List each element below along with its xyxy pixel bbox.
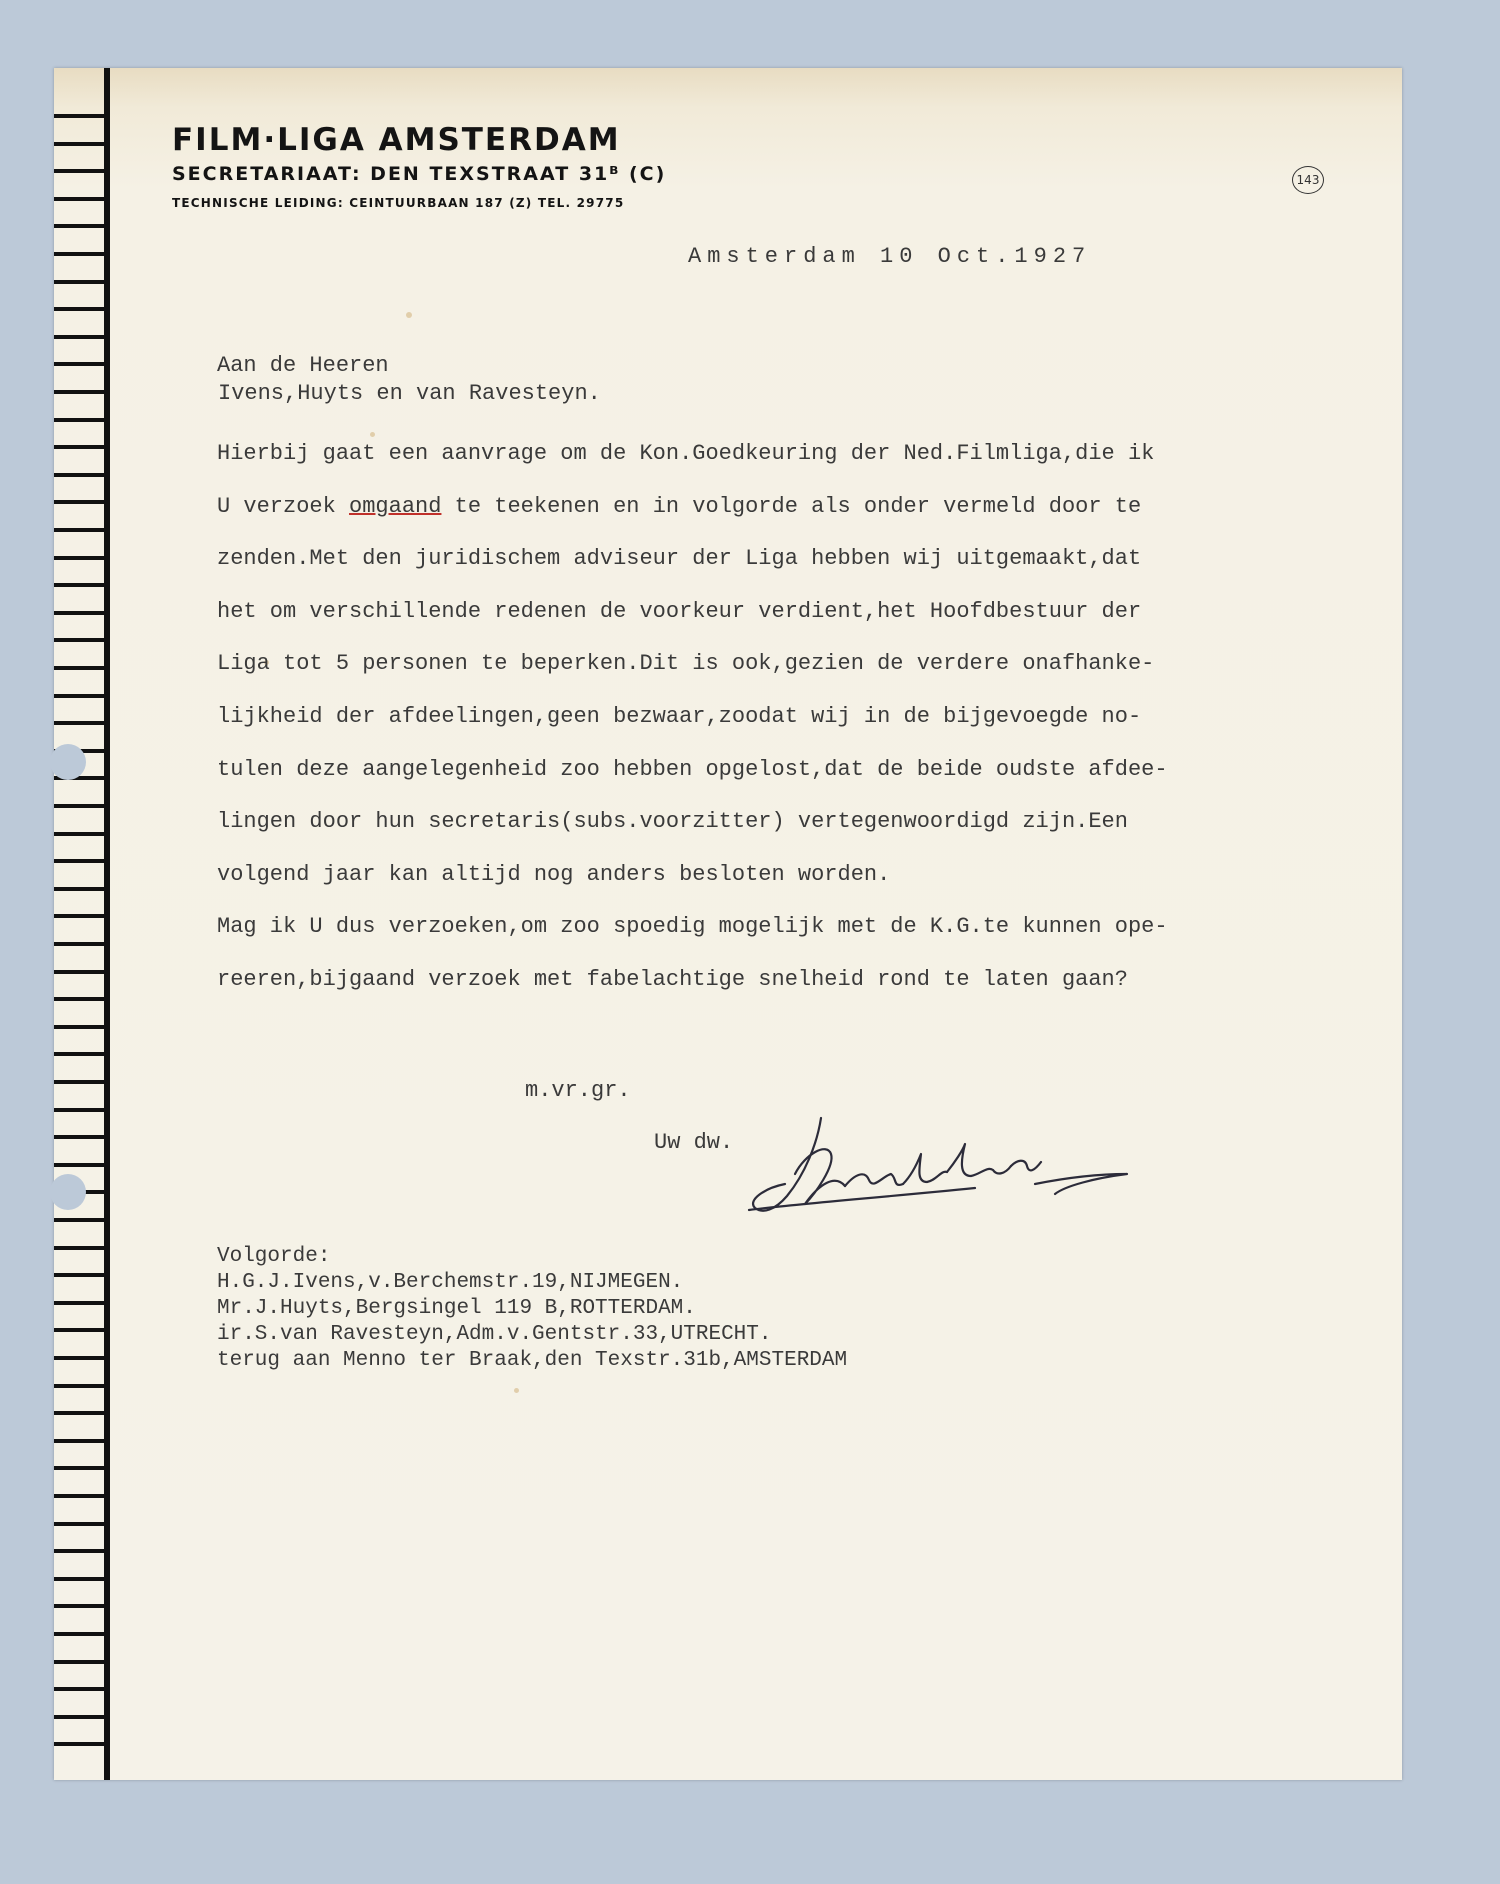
- address-block: [217, 352, 601, 408]
- letterhead-title: FILM·LIGA AMSTERDAM: [172, 122, 621, 158]
- spine-tick: [54, 1660, 106, 1664]
- spine-tick: [54, 556, 106, 560]
- spine-tick: [54, 1384, 106, 1388]
- order-item: H.G.J.Ivens,v.Berchemstr.19,NIJMEGEN.: [217, 1271, 684, 1294]
- salutation: Aan de Heeren: [217, 353, 389, 378]
- complimentary-close: Uw dw.: [654, 1130, 734, 1155]
- spine-tick: [54, 445, 106, 449]
- spine-tick: [54, 1301, 106, 1305]
- spine-tick: [54, 914, 106, 918]
- spine-tick: [54, 1687, 106, 1691]
- spine-tick: [54, 721, 106, 725]
- spine-tick: [54, 197, 106, 201]
- body-text-fragment: U verzoek: [217, 493, 350, 519]
- spine-tick: [54, 307, 106, 311]
- spine-tick: [54, 666, 106, 670]
- spine-tick: [54, 1742, 106, 1746]
- spine-tick: [54, 1025, 106, 1029]
- body-line: Mag ik U dus verzoeken,om zoo spoedig mogelijk met de K.G.te kunnen ope-: [217, 914, 1168, 940]
- order-heading: Volgorde:: [217, 1245, 331, 1268]
- spine-tick: [54, 1356, 106, 1360]
- body-line: Hierbij gaat een aanvrage om de Kon.Goedkeuring der Ned.Filmliga,die ik: [217, 441, 1155, 466]
- spine-tick: [54, 942, 106, 946]
- handwritten-signature: [735, 1114, 1175, 1224]
- spine-tick: [54, 1604, 106, 1608]
- spine-tick: [54, 1577, 106, 1581]
- underlined-word: omgaand: [349, 493, 442, 519]
- order-item: ir.S.van Ravesteyn,Adm.v.Gentstr.33,UTRECHT.: [217, 1323, 772, 1346]
- body-line: reeren,bijgaand verzoek met fabelachtige snelheid rond te laten gaan?: [217, 966, 1128, 992]
- order-item: terug aan Menno ter Braak,den Texstr.31b,AMSTERDAM: [217, 1349, 848, 1372]
- spine-tick: [54, 997, 106, 1001]
- spine-tick: [54, 1632, 106, 1636]
- body-line: [217, 481, 1168, 534]
- body-line: lingen door hun secretaris(subs.voorzitter) vertegenwoordigd zijn.Een: [217, 809, 1128, 835]
- spine-tick: [54, 832, 106, 836]
- letterhead-technical: TECHNISCHE LEIDING: CEINTUURBAAN 187 (Z) TEL. 29775: [172, 196, 625, 210]
- spine-tick: [54, 1273, 106, 1277]
- letterhead-secretariat: SECRETARIAAT: DEN TEXSTRAAT 31ᴮ (C): [172, 163, 667, 185]
- spine-tick: [54, 694, 106, 698]
- spine-tick: [54, 1328, 106, 1332]
- routing-order: [217, 1244, 847, 1374]
- spine-tick: [54, 169, 106, 173]
- spine-tick: [54, 638, 106, 642]
- spine-tick: [54, 362, 106, 366]
- spine-tick: [54, 1135, 106, 1139]
- body-line: lijkheid der afdeelingen,geen bezwaar,zoodat wij in de bijgevoegde no-: [217, 703, 1142, 729]
- spine-tick: [54, 473, 106, 477]
- date-line: Amsterdam 10 Oct.1927: [688, 244, 1092, 269]
- spine-tick: [54, 887, 106, 891]
- punch-hole: [50, 744, 86, 780]
- spine-tick: [54, 1218, 106, 1222]
- spine-tick: [54, 1163, 106, 1167]
- spine-tick: [54, 528, 106, 532]
- spine-tick: [54, 142, 106, 146]
- spine-tick: [54, 804, 106, 808]
- spine-tick: [54, 1108, 106, 1112]
- spine-tick: [54, 280, 106, 284]
- body-line: zenden.Met den juridischem adviseur der Liga hebben wij uitgemaakt,dat: [217, 546, 1142, 572]
- spine-tick: [54, 500, 106, 504]
- spine-tick: [54, 1246, 106, 1250]
- spine-tick: [54, 611, 106, 615]
- body-line: volgend jaar kan altijd nog anders besloten worden.: [217, 861, 891, 887]
- body-line: het om verschillende redenen de voorkeur verdient,het Hoofdbestuur der: [217, 598, 1142, 624]
- spine-tick: [54, 583, 106, 587]
- spine-tick: [54, 1715, 106, 1719]
- closing: m.vr.gr.: [525, 1078, 631, 1103]
- foxing-spot: [406, 312, 412, 318]
- spine-tick: [54, 859, 106, 863]
- foxing-spot: [514, 1388, 519, 1393]
- spine-tick: [54, 1522, 106, 1526]
- spine-tick: [54, 1080, 106, 1084]
- archive-number: 143: [1292, 166, 1324, 194]
- spine-tick: [54, 114, 106, 118]
- body-text-fragment: te teekenen en in volgorde als onder vermeld door te: [441, 493, 1142, 519]
- order-item: Mr.J.Huyts,Bergsingel 119 B,ROTTERDAM.: [217, 1297, 696, 1320]
- spine-tick: [54, 1466, 106, 1470]
- spine-tick: [54, 970, 106, 974]
- spine-tick: [54, 224, 106, 228]
- spine-tick: [54, 335, 106, 339]
- punch-hole: [50, 1174, 86, 1210]
- spine-tick: [54, 1494, 106, 1498]
- recipients: Ivens,Huyts en van Ravesteyn.: [218, 381, 601, 406]
- letterhead: [172, 120, 666, 218]
- spine-tick: [54, 1439, 106, 1443]
- body-line: Liga tot 5 personen te beperken.Dit is ook,gezien de verdere onafhanke-: [217, 651, 1155, 677]
- spine-tick: [54, 390, 106, 394]
- body-line: tulen deze aangelegenheid zoo hebben opgelost,dat de beide oudste afdee-: [217, 756, 1168, 782]
- spine-tick: [54, 418, 106, 422]
- spine-tick: [54, 1411, 106, 1415]
- letter-body: [217, 428, 1168, 1007]
- spine-tick: [54, 1052, 106, 1056]
- spine-tick: [54, 252, 106, 256]
- spine-tick: [54, 1549, 106, 1553]
